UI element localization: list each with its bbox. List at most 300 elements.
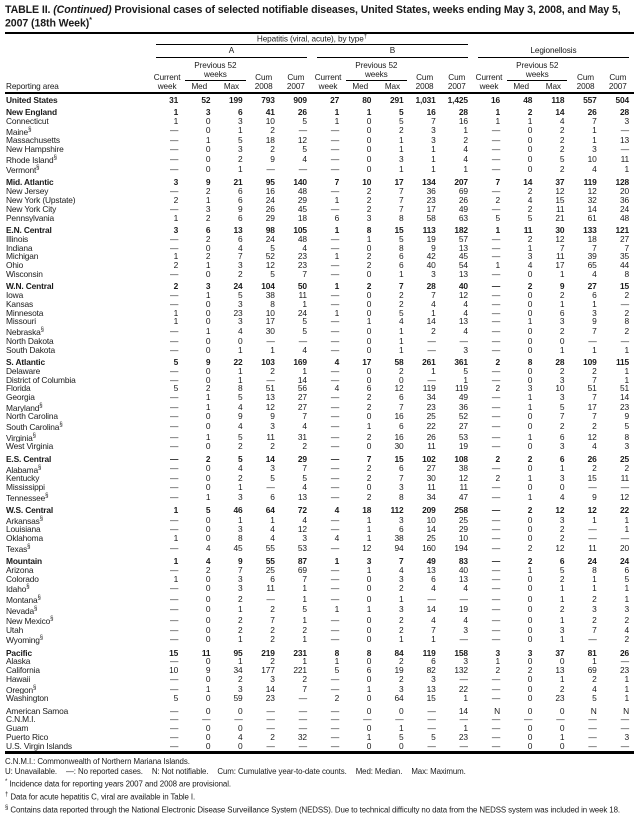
value-cell: — bbox=[620, 741, 629, 751]
col-cum-2007: Cum 2007 bbox=[608, 72, 627, 92]
value-cell: 12 bbox=[458, 291, 468, 300]
value-cell: 1 bbox=[302, 657, 307, 667]
value-cell: 6 bbox=[398, 463, 404, 474]
value-cell: 2 bbox=[270, 144, 275, 154]
value-cell: 7 bbox=[592, 625, 597, 635]
value-cell: 14 bbox=[523, 178, 533, 188]
value-cell: 0 bbox=[366, 308, 372, 318]
value-cell: — bbox=[491, 565, 501, 575]
value-cell: — bbox=[330, 625, 340, 635]
table-row bbox=[5, 412, 634, 421]
value-cell: — bbox=[491, 345, 501, 355]
value-cell: 63 bbox=[458, 213, 468, 223]
value-cell: — bbox=[330, 565, 340, 575]
value-cell: 2 bbox=[366, 463, 372, 474]
value-cell: 25 bbox=[458, 514, 468, 525]
value-cell: N bbox=[590, 706, 597, 716]
value-cell: — bbox=[491, 715, 501, 725]
value-cell: 1 bbox=[366, 108, 372, 117]
value-cell: — bbox=[588, 525, 597, 535]
value-cell: 5 bbox=[302, 474, 307, 483]
value-cell: 793 bbox=[261, 94, 275, 105]
value-cell: 5 bbox=[527, 213, 533, 223]
value-cell: — bbox=[363, 715, 372, 725]
value-cell: 0 bbox=[527, 615, 533, 625]
value-cell: 12 bbox=[555, 505, 565, 515]
value-cell: 0 bbox=[527, 345, 533, 355]
value-cell: 108 bbox=[454, 454, 468, 464]
value-cell: — bbox=[169, 724, 179, 734]
value-cell: 15 bbox=[394, 454, 404, 464]
footnote-abbreviation: Max: Maximum. bbox=[411, 766, 466, 776]
value-cell: 2 bbox=[527, 666, 533, 675]
value-cell: 0 bbox=[527, 657, 533, 667]
value-cell: 0 bbox=[366, 674, 372, 684]
table-row bbox=[5, 525, 634, 534]
value-cell: 57 bbox=[458, 234, 468, 244]
value-cell: 31 bbox=[297, 431, 307, 442]
value-cell: 2 bbox=[431, 326, 436, 337]
value-cell: 0 bbox=[205, 657, 211, 667]
value-cell: 3 bbox=[624, 604, 629, 615]
value-cell: 1 bbox=[334, 556, 340, 566]
value-cell: 1 bbox=[624, 583, 629, 594]
value-cell: 0 bbox=[366, 574, 372, 584]
value-cell: 1 bbox=[366, 683, 372, 694]
value-cell: — bbox=[330, 634, 340, 645]
table-row bbox=[5, 108, 634, 117]
value-cell: 4 bbox=[463, 583, 468, 594]
table-row bbox=[5, 393, 634, 402]
value-cell: 12 bbox=[394, 384, 404, 394]
value-cell: 2 bbox=[398, 291, 404, 300]
value-cell: 0 bbox=[366, 366, 372, 376]
value-cell: — bbox=[491, 442, 501, 452]
value-cell: 15 bbox=[426, 694, 436, 704]
value-cell: — bbox=[491, 153, 501, 164]
value-cell: 12 bbox=[297, 525, 307, 535]
table-row bbox=[5, 358, 634, 367]
hepatitis-group-header bbox=[151, 34, 473, 47]
value-cell: 0 bbox=[398, 741, 404, 751]
value-cell: 7 bbox=[398, 401, 404, 412]
value-cell: 1 bbox=[559, 615, 565, 625]
table-row bbox=[5, 575, 634, 584]
value-cell: 2 bbox=[205, 384, 211, 394]
value-cell: — bbox=[491, 299, 501, 309]
value-cell: 0 bbox=[527, 733, 533, 742]
value-cell: 0 bbox=[559, 741, 565, 751]
value-cell: 0 bbox=[527, 144, 533, 154]
footnote-marker: § bbox=[33, 605, 38, 612]
value-cell: 94 bbox=[394, 542, 404, 553]
value-cell: 3 bbox=[559, 514, 565, 525]
value-cell: — bbox=[330, 724, 340, 734]
value-cell: 113 bbox=[422, 225, 436, 235]
table-row bbox=[5, 145, 634, 154]
value-cell: 14 bbox=[297, 375, 307, 385]
value-cell: 109 bbox=[583, 357, 597, 367]
value-cell: 2 bbox=[366, 491, 372, 502]
value-cell: — bbox=[330, 593, 340, 604]
value-cell: 1,031 bbox=[415, 94, 436, 105]
reporting-area-cell: Utah bbox=[6, 625, 24, 635]
value-cell: 1 bbox=[592, 299, 597, 309]
reporting-area-cell: Wisconsin bbox=[6, 269, 43, 279]
value-cell: 87 bbox=[297, 556, 307, 566]
value-cell: 128 bbox=[615, 178, 629, 188]
value-cell: 2 bbox=[495, 666, 501, 675]
value-cell: 7 bbox=[398, 556, 404, 566]
reporting-area-cell: Missouri bbox=[6, 317, 36, 327]
reporting-area-cell: Puerto Rico bbox=[6, 733, 49, 742]
value-cell: — bbox=[491, 291, 501, 300]
value-cell: 1 bbox=[624, 345, 629, 355]
value-cell: 0 bbox=[366, 336, 372, 346]
value-cell: 0 bbox=[366, 412, 372, 422]
value-cell: — bbox=[330, 164, 340, 175]
value-cell: 1 bbox=[173, 213, 179, 223]
value-cell: 32 bbox=[587, 196, 597, 205]
value-cell: — bbox=[330, 542, 340, 553]
value-cell: — bbox=[298, 741, 307, 751]
value-cell: 258 bbox=[454, 505, 468, 515]
footnote-marker: § bbox=[40, 327, 44, 334]
value-cell: 0 bbox=[205, 733, 211, 742]
value-cell: 8 bbox=[238, 384, 243, 394]
reporting-area-cell: Hawaii bbox=[6, 674, 31, 684]
value-cell: 4 bbox=[463, 326, 468, 337]
value-cell: 3 bbox=[205, 204, 211, 214]
value-cell: 4 bbox=[302, 421, 307, 432]
value-cell: 0 bbox=[205, 525, 211, 535]
value-cell: 11 bbox=[523, 225, 533, 235]
value-cell: 10 bbox=[458, 534, 468, 543]
value-cell: 4 bbox=[205, 556, 211, 566]
value-cell: 11 bbox=[427, 442, 436, 452]
value-cell: — bbox=[491, 625, 501, 635]
value-cell: — bbox=[427, 706, 436, 716]
value-cell: — bbox=[588, 724, 597, 734]
value-cell: 6 bbox=[205, 225, 211, 235]
footnote-marker: § bbox=[39, 402, 43, 409]
value-cell: — bbox=[491, 252, 501, 262]
footnote-marker: § bbox=[59, 422, 63, 429]
value-cell: 1 bbox=[238, 366, 243, 376]
value-cell: 119 bbox=[454, 384, 468, 394]
table-row bbox=[5, 93, 634, 104]
value-cell: 11 bbox=[427, 482, 436, 492]
value-cell: 7 bbox=[302, 463, 307, 474]
reporting-area-cell: Oklahoma bbox=[6, 534, 43, 543]
value-cell: — bbox=[298, 125, 307, 136]
value-cell: 2 bbox=[366, 474, 372, 483]
footnote-marker: § bbox=[39, 635, 43, 642]
reporting-area-cell: North Dakota bbox=[6, 336, 54, 346]
value-cell: 1 bbox=[366, 234, 372, 244]
value-cell: 14 bbox=[555, 108, 565, 117]
footnote-marker: § bbox=[27, 543, 31, 550]
value-cell: 4 bbox=[431, 299, 436, 309]
value-cell: 4 bbox=[592, 164, 597, 175]
value-cell: — bbox=[169, 291, 179, 300]
value-cell: 0 bbox=[205, 583, 211, 594]
value-cell: 3 bbox=[592, 144, 597, 154]
value-cell: — bbox=[169, 706, 179, 716]
value-cell: 7 bbox=[559, 243, 565, 253]
value-cell: 95 bbox=[233, 648, 243, 658]
value-cell: — bbox=[588, 715, 597, 725]
table-title-footnote-marker: * bbox=[89, 16, 92, 24]
value-cell: 1 bbox=[592, 136, 597, 145]
table-row bbox=[5, 367, 634, 376]
value-cell: 5 bbox=[624, 421, 629, 432]
value-cell: 1 bbox=[302, 634, 307, 645]
value-cell: — bbox=[491, 615, 501, 625]
value-cell: 0 bbox=[366, 442, 372, 452]
reporting-area-cell: E.S. Central bbox=[6, 454, 52, 464]
reporting-area-cell: Virginia§ bbox=[6, 432, 36, 443]
value-cell: 2 bbox=[592, 421, 597, 432]
value-cell: 8 bbox=[592, 565, 597, 575]
value-cell: — bbox=[491, 393, 501, 402]
value-cell: — bbox=[459, 336, 468, 346]
value-cell: 2 bbox=[173, 196, 179, 205]
value-cell: 84 bbox=[394, 648, 404, 658]
value-cell: 3 bbox=[238, 144, 243, 154]
value-cell: 3 bbox=[238, 261, 243, 270]
table-row bbox=[5, 214, 634, 223]
value-cell: 1 bbox=[366, 565, 372, 575]
col-max: Max bbox=[545, 82, 561, 92]
footnote-marker: § bbox=[5, 804, 9, 811]
value-cell: 1 bbox=[205, 136, 211, 145]
value-cell: — bbox=[169, 326, 179, 337]
footnote-marker: * bbox=[5, 779, 8, 786]
value-cell: — bbox=[491, 412, 501, 422]
value-cell: 6 bbox=[624, 565, 629, 575]
value-cell: 0 bbox=[527, 674, 533, 684]
reporting-area-cell: New Mexico§ bbox=[6, 615, 54, 626]
value-cell: 0 bbox=[527, 583, 533, 594]
value-cell: 3 bbox=[398, 604, 404, 615]
value-cell: 0 bbox=[527, 706, 533, 716]
reporting-area-cell: Connecticut bbox=[6, 116, 49, 126]
value-cell: 1 bbox=[463, 164, 468, 175]
value-cell: 16 bbox=[426, 108, 436, 117]
value-cell: 2 bbox=[398, 125, 404, 136]
value-cell: 1 bbox=[302, 593, 307, 604]
table-row bbox=[5, 566, 634, 575]
value-cell: 2 bbox=[495, 357, 501, 367]
value-cell: 40 bbox=[426, 261, 436, 270]
value-cell: 17 bbox=[362, 357, 372, 367]
value-cell: 0 bbox=[205, 153, 211, 164]
reporting-area-cell: Nevada§ bbox=[6, 605, 38, 616]
value-cell: 1 bbox=[302, 583, 307, 594]
value-cell: 2 bbox=[398, 366, 404, 376]
reporting-area-cell: Massachusetts bbox=[6, 136, 60, 145]
value-cell: 13 bbox=[458, 574, 468, 584]
value-cell: 23 bbox=[458, 733, 468, 742]
value-cell: 20 bbox=[619, 542, 629, 553]
reporting-area-cell: Nebraska§ bbox=[6, 327, 44, 337]
footnote-marker: § bbox=[36, 165, 40, 172]
reporting-area-cell: United States bbox=[6, 94, 58, 105]
value-cell: 53 bbox=[297, 542, 307, 553]
value-cell: 1 bbox=[624, 674, 629, 684]
value-cell: 4 bbox=[398, 317, 404, 327]
table-row bbox=[5, 291, 634, 300]
table-row bbox=[5, 126, 634, 137]
value-cell: 1 bbox=[431, 144, 436, 154]
value-cell: 12 bbox=[265, 261, 275, 270]
value-cell: 0 bbox=[366, 615, 372, 625]
value-cell: 0 bbox=[527, 421, 533, 432]
value-cell: 4 bbox=[270, 534, 275, 543]
value-cell: — bbox=[330, 261, 340, 270]
value-cell: — bbox=[266, 593, 275, 604]
footnote-abbreviation: U: Unavailable. bbox=[5, 766, 58, 776]
value-cell: — bbox=[169, 741, 179, 751]
value-cell: 39 bbox=[587, 252, 597, 262]
value-cell: 6 bbox=[398, 525, 404, 535]
value-cell: 0 bbox=[527, 634, 533, 645]
value-cell: 12 bbox=[555, 542, 565, 553]
value-cell: 0 bbox=[366, 706, 372, 716]
value-cell: 3 bbox=[624, 442, 629, 452]
reporting-area-cell: Mississippi bbox=[6, 482, 45, 492]
col-med: Med bbox=[513, 82, 529, 92]
value-cell: 15 bbox=[619, 282, 629, 292]
value-cell: — bbox=[298, 164, 307, 175]
value-cell: 45 bbox=[458, 252, 468, 262]
value-cell: — bbox=[556, 715, 565, 725]
value-cell: 15 bbox=[587, 474, 597, 483]
header-row-disease-group bbox=[5, 34, 634, 47]
value-cell: 9 bbox=[205, 178, 211, 188]
value-cell: 3 bbox=[270, 674, 275, 684]
value-cell: 0 bbox=[527, 326, 533, 337]
value-cell: 0 bbox=[366, 291, 372, 300]
reporting-area-cell: Montana§ bbox=[6, 594, 41, 605]
value-cell: 231 bbox=[293, 648, 307, 658]
value-cell: 7 bbox=[334, 178, 340, 188]
value-cell: — bbox=[491, 482, 501, 492]
value-cell: 3 bbox=[527, 384, 533, 394]
value-cell: 0 bbox=[366, 125, 372, 136]
value-cell: 1 bbox=[302, 299, 307, 309]
value-cell: 30 bbox=[555, 225, 565, 235]
value-cell: 0 bbox=[559, 336, 565, 346]
value-cell: 45 bbox=[297, 204, 307, 214]
value-cell: — bbox=[491, 534, 501, 543]
value-cell: — bbox=[588, 741, 597, 751]
value-cell: 2 bbox=[270, 125, 275, 136]
table-row bbox=[5, 442, 634, 451]
value-cell: 199 bbox=[229, 94, 243, 105]
value-cell: 2 bbox=[624, 326, 629, 337]
value-cell: 59 bbox=[233, 694, 243, 704]
value-cell: 7 bbox=[431, 116, 436, 126]
value-cell: 22 bbox=[619, 505, 629, 515]
reporting-area-cell: South Dakota bbox=[6, 345, 55, 355]
value-cell: — bbox=[330, 144, 340, 154]
table-row bbox=[5, 205, 634, 214]
reporting-area-cell: Guam bbox=[6, 724, 29, 734]
value-cell: 3 bbox=[559, 442, 565, 452]
value-cell: 2 bbox=[366, 401, 372, 412]
value-cell: 2 bbox=[302, 674, 307, 684]
value-cell: 1 bbox=[238, 125, 243, 136]
value-cell: 1 bbox=[334, 225, 340, 235]
value-cell: — bbox=[330, 291, 340, 300]
value-cell: 18 bbox=[587, 234, 597, 244]
value-cell: 2 bbox=[238, 153, 243, 164]
value-cell: 8 bbox=[398, 491, 404, 502]
footnote-abbreviation: Cum: Cumulative year-to-date counts. bbox=[217, 766, 347, 776]
reporting-area-cell: New Hampshire bbox=[6, 144, 64, 154]
value-cell: 2 bbox=[366, 187, 372, 197]
value-cell: 69 bbox=[458, 187, 468, 197]
value-cell: 51 bbox=[619, 384, 629, 394]
value-cell: — bbox=[169, 525, 179, 535]
value-cell: 51 bbox=[587, 384, 597, 394]
value-cell: — bbox=[491, 204, 501, 214]
value-cell: 3 bbox=[398, 514, 404, 525]
value-cell: 4 bbox=[302, 153, 307, 164]
value-cell: 7 bbox=[366, 454, 372, 464]
value-cell: — bbox=[169, 401, 179, 412]
value-cell: 5 bbox=[398, 733, 404, 742]
value-cell: 3 bbox=[431, 269, 436, 279]
value-cell: 1 bbox=[334, 116, 340, 126]
value-cell: 1 bbox=[238, 164, 243, 175]
value-cell: 16 bbox=[394, 431, 404, 442]
value-cell: 1 bbox=[527, 474, 533, 483]
value-cell: — bbox=[330, 204, 340, 214]
value-cell: 194 bbox=[454, 542, 468, 553]
value-cell: 5 bbox=[302, 326, 307, 337]
value-cell: 23 bbox=[555, 694, 565, 704]
value-cell: 9 bbox=[592, 491, 597, 502]
value-cell: 31 bbox=[169, 94, 179, 105]
value-cell: 95 bbox=[265, 178, 275, 188]
value-cell: 2 bbox=[559, 421, 565, 432]
value-cell: 5 bbox=[559, 153, 565, 164]
value-cell: 1 bbox=[334, 657, 340, 667]
col-cum-2007: Cum 2007 bbox=[447, 72, 466, 92]
value-cell: 1 bbox=[398, 144, 404, 154]
value-cell: 5 bbox=[559, 565, 565, 575]
value-cell: 1 bbox=[366, 421, 372, 432]
value-cell: — bbox=[620, 299, 629, 309]
value-cell: — bbox=[330, 326, 340, 337]
value-cell: 13 bbox=[619, 136, 629, 145]
value-cell: 6 bbox=[398, 252, 404, 262]
value-cell: 2 bbox=[366, 282, 372, 292]
value-cell: 119 bbox=[422, 648, 436, 658]
value-cell: 2 bbox=[527, 108, 533, 117]
value-cell: 9 bbox=[205, 666, 211, 675]
value-cell: 504 bbox=[615, 94, 629, 105]
table-row bbox=[5, 492, 634, 503]
value-cell: 7 bbox=[270, 615, 275, 625]
value-cell: 0 bbox=[205, 482, 211, 492]
value-cell: 27 bbox=[297, 401, 307, 412]
footnote-marker: § bbox=[39, 515, 43, 522]
footnote-marker: § bbox=[50, 616, 54, 623]
